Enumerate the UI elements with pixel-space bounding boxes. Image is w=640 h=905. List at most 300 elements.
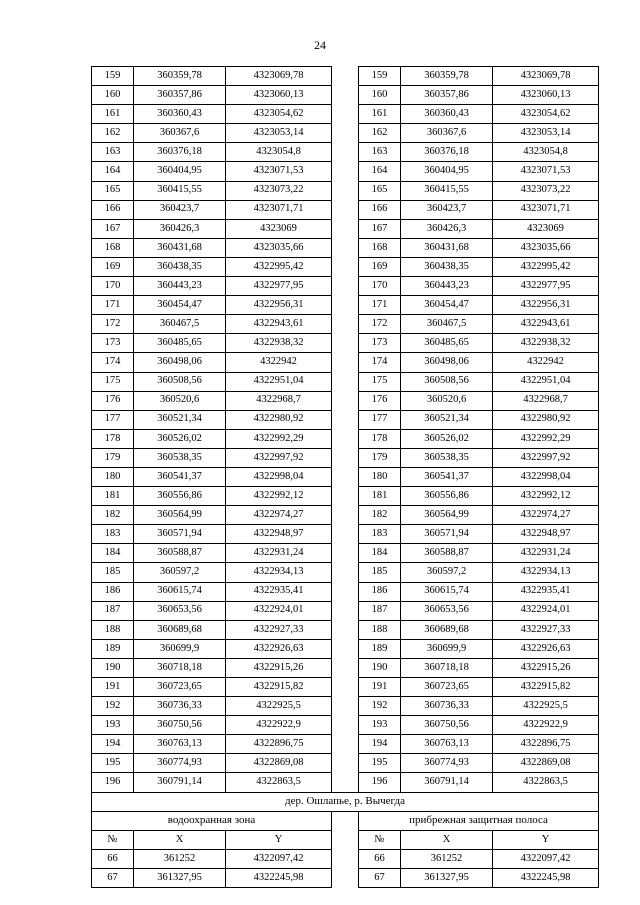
left-number-header: № [92,830,134,849]
right-number-cell: 180 [359,467,401,486]
left-number-cell: 67 [92,868,134,887]
left-y-cell: 4323054,8 [226,143,332,162]
table-gap [332,467,359,486]
table-gap [332,353,359,372]
left-y-cell: 4322931,24 [226,544,332,563]
table-gap [332,200,359,219]
left-y-cell: 4323071,53 [226,162,332,181]
table-row [92,429,599,448]
left-y-header: Y [226,830,332,849]
left-y-cell: 4323060,13 [226,86,332,105]
right-x-cell: 360423,7 [401,200,493,219]
right-number-cell: 67 [359,868,401,887]
table-gap [332,525,359,544]
right-y-cell: 4323060,13 [493,86,599,105]
right-x-cell: 360431,68 [401,238,493,257]
table-gap [332,391,359,410]
right-x-cell: 360571,94 [401,525,493,544]
table-row [92,868,599,887]
right-y-cell: 4322927,33 [493,620,599,639]
left-x-cell: 360699,9 [134,639,226,658]
right-number-cell: 164 [359,162,401,181]
table-gap [332,773,359,792]
right-x-cell: 360508,56 [401,372,493,391]
left-y-cell: 4322942 [226,353,332,372]
right-x-cell: 360689,68 [401,620,493,639]
left-x-cell: 360791,14 [134,773,226,792]
table-gap [332,143,359,162]
left-number-cell: 179 [92,448,134,467]
right-y-cell: 4322992,12 [493,487,599,506]
left-number-cell: 193 [92,716,134,735]
right-x-cell: 360520,6 [401,391,493,410]
table-gap [332,639,359,658]
left-x-cell: 360423,7 [134,200,226,219]
table-row [92,334,599,353]
table-gap [332,257,359,276]
left-y-cell: 4322245,98 [226,868,332,887]
table-gap [332,277,359,296]
right-number-cell: 173 [359,334,401,353]
left-y-cell: 4323035,66 [226,238,332,257]
right-x-cell: 360359,78 [401,67,493,86]
left-y-cell: 4322992,29 [226,429,332,448]
table-gap [332,238,359,257]
right-y-cell: 4323054,62 [493,105,599,124]
table-row [92,735,599,754]
left-x-cell: 360485,65 [134,334,226,353]
table-row [92,697,599,716]
table-row [92,658,599,677]
right-number-cell: 192 [359,697,401,716]
left-number-cell: 182 [92,506,134,525]
main-rows [92,67,599,793]
table-row [92,219,599,238]
right-y-cell: 4322997,92 [493,448,599,467]
right-y-cell: 4322869,08 [493,754,599,773]
right-x-cell: 360556,86 [401,487,493,506]
left-x-cell: 360426,3 [134,219,226,238]
left-x-cell: 360588,87 [134,544,226,563]
left-x-cell: 360556,86 [134,487,226,506]
right-number-cell: 188 [359,620,401,639]
left-x-cell: 360520,6 [134,391,226,410]
left-number-cell: 170 [92,277,134,296]
left-x-cell: 360454,47 [134,296,226,315]
left-x-cell: 360498,06 [134,353,226,372]
table-row [92,773,599,792]
right-number-cell: 182 [359,506,401,525]
place-row [92,792,599,811]
right-number-cell: 177 [359,410,401,429]
right-x-cell: 360443,23 [401,277,493,296]
table-row [92,296,599,315]
left-number-cell: 169 [92,257,134,276]
left-x-cell: 360467,5 [134,315,226,334]
left-number-cell: 192 [92,697,134,716]
right-number-cell: 176 [359,391,401,410]
left-number-cell: 161 [92,105,134,124]
left-number-cell: 171 [92,296,134,315]
table-row [92,754,599,773]
right-x-cell: 360597,2 [401,563,493,582]
right-y-cell: 4323069 [493,219,599,238]
table-gap [332,830,359,849]
table-gap [332,678,359,697]
left-number-cell: 165 [92,181,134,200]
right-y-cell: 4322995,42 [493,257,599,276]
left-number-cell: 188 [92,620,134,639]
table-row [92,277,599,296]
left-number-cell: 186 [92,582,134,601]
left-number-cell: 166 [92,200,134,219]
right-number-cell: 167 [359,219,401,238]
right-number-cell: 189 [359,639,401,658]
table-gap [332,315,359,334]
left-x-cell: 360508,56 [134,372,226,391]
left-y-cell: 4323069 [226,219,332,238]
right-x-cell: 360736,33 [401,697,493,716]
right-y-cell: 4322977,95 [493,277,599,296]
left-y-cell: 4322863,5 [226,773,332,792]
left-number-cell: 187 [92,601,134,620]
left-x-cell: 360541,37 [134,467,226,486]
right-x-cell: 360538,35 [401,448,493,467]
right-y-cell: 4322245,98 [493,868,599,887]
right-x-cell: 360376,18 [401,143,493,162]
right-x-cell: 360718,18 [401,658,493,677]
left-y-cell: 4322927,33 [226,620,332,639]
left-y-cell: 4322943,61 [226,315,332,334]
table-gap [332,735,359,754]
table-row [92,105,599,124]
left-x-cell: 360376,18 [134,143,226,162]
right-y-header: Y [493,830,599,849]
table-row [92,467,599,486]
left-y-cell: 4322915,82 [226,678,332,697]
right-y-cell: 4322935,41 [493,582,599,601]
right-number-cell: 170 [359,277,401,296]
right-x-cell: 361252 [401,849,493,868]
table-row [92,849,599,868]
table-row [92,353,599,372]
right-y-cell: 4323071,71 [493,200,599,219]
left-x-cell: 361252 [134,849,226,868]
right-y-cell: 4322974,27 [493,506,599,525]
left-y-cell: 4322934,13 [226,563,332,582]
right-y-cell: 4322951,04 [493,372,599,391]
left-y-cell: 4322951,04 [226,372,332,391]
left-y-cell: 4323069,78 [226,67,332,86]
right-y-cell: 4323035,66 [493,238,599,257]
right-number-cell: 181 [359,487,401,506]
right-x-cell: 361327,95 [401,868,493,887]
table-row [92,86,599,105]
left-x-cell: 360359,78 [134,67,226,86]
right-y-cell: 4322980,92 [493,410,599,429]
right-y-cell: 4322915,26 [493,658,599,677]
table-gap [332,849,359,868]
left-x-cell: 360521,34 [134,410,226,429]
table-gap [332,620,359,639]
left-x-cell: 360736,33 [134,697,226,716]
right-number-cell: 163 [359,143,401,162]
right-y-cell: 4322998,04 [493,467,599,486]
right-x-cell: 360564,99 [401,506,493,525]
right-x-cell: 360467,5 [401,315,493,334]
right-x-cell: 360615,74 [401,582,493,601]
right-number-cell: 174 [359,353,401,372]
left-y-cell: 4323073,22 [226,181,332,200]
left-x-cell: 360597,2 [134,563,226,582]
right-number-cell: 183 [359,525,401,544]
table-gap [332,487,359,506]
left-x-cell: 360443,23 [134,277,226,296]
left-number-cell: 164 [92,162,134,181]
table-gap [332,601,359,620]
left-y-cell: 4322915,26 [226,658,332,677]
right-number-cell: 196 [359,773,401,792]
table-row [92,410,599,429]
table-gap [332,697,359,716]
left-x-cell: 360571,94 [134,525,226,544]
right-y-cell: 4322924,01 [493,601,599,620]
left-x-cell: 360774,93 [134,754,226,773]
right-x-cell: 360415,55 [401,181,493,200]
right-number-cell: 191 [359,678,401,697]
left-y-cell: 4322869,08 [226,754,332,773]
right-number-cell: 190 [359,658,401,677]
left-x-cell: 360404,95 [134,162,226,181]
right-x-cell: 360521,34 [401,410,493,429]
table-row [92,162,599,181]
left-number-cell: 176 [92,391,134,410]
left-number-cell: 168 [92,238,134,257]
right-number-cell: 185 [359,563,401,582]
right-y-cell: 4322931,24 [493,544,599,563]
right-x-cell: 360426,3 [401,219,493,238]
left-number-cell: 66 [92,849,134,868]
table-row [92,238,599,257]
right-y-cell: 4322097,42 [493,849,599,868]
right-y-cell: 4322915,82 [493,678,599,697]
right-number-cell: 171 [359,296,401,315]
right-y-cell: 4322942 [493,353,599,372]
table-gap [332,429,359,448]
right-number-cell: 172 [359,315,401,334]
table-row [92,678,599,697]
right-number-cell: 178 [359,429,401,448]
right-number-header: № [359,830,401,849]
left-number-cell: 196 [92,773,134,792]
right-zone-title: прибрежная защитная полоса [359,811,599,830]
right-x-cell: 360526,02 [401,429,493,448]
right-number-cell: 194 [359,735,401,754]
table-row [92,200,599,219]
table-gap [332,124,359,143]
right-x-cell: 360454,47 [401,296,493,315]
right-y-cell: 4322934,13 [493,563,599,582]
left-x-cell: 360360,43 [134,105,226,124]
right-y-cell: 4323053,14 [493,124,599,143]
table-row [92,716,599,735]
table-gap [332,544,359,563]
right-number-cell: 187 [359,601,401,620]
right-number-cell: 165 [359,181,401,200]
left-number-cell: 181 [92,487,134,506]
table-gap [332,506,359,525]
left-number-cell: 184 [92,544,134,563]
table-gap [332,716,359,735]
right-number-cell: 168 [359,238,401,257]
left-y-cell: 4322896,75 [226,735,332,754]
table-gap [332,582,359,601]
right-x-cell: 360723,65 [401,678,493,697]
left-number-cell: 175 [92,372,134,391]
right-number-cell: 195 [359,754,401,773]
left-y-cell: 4322974,27 [226,506,332,525]
table-row [92,257,599,276]
right-number-cell: 186 [359,582,401,601]
table-gap [332,181,359,200]
table-row [92,582,599,601]
table-gap [332,67,359,86]
left-x-cell: 360367,6 [134,124,226,143]
right-y-cell: 4322968,7 [493,391,599,410]
left-number-cell: 194 [92,735,134,754]
left-y-cell: 4322992,12 [226,487,332,506]
left-y-cell: 4322925,5 [226,697,332,716]
table-row [92,67,599,86]
left-y-cell: 4322097,42 [226,849,332,868]
right-x-cell: 360357,86 [401,86,493,105]
left-x-cell: 360357,86 [134,86,226,105]
table-row [92,639,599,658]
right-y-cell: 4323054,8 [493,143,599,162]
right-x-cell: 360791,14 [401,773,493,792]
left-y-cell: 4323071,71 [226,200,332,219]
right-x-cell: 360367,6 [401,124,493,143]
zone-row [92,811,599,830]
table-row [92,544,599,563]
table-gap [332,105,359,124]
table-gap [332,658,359,677]
right-number-cell: 159 [359,67,401,86]
right-y-cell: 4322956,31 [493,296,599,315]
left-number-cell: 185 [92,563,134,582]
table-row [92,525,599,544]
right-number-cell: 169 [359,257,401,276]
left-number-cell: 190 [92,658,134,677]
table-gap [332,86,359,105]
left-y-cell: 4322926,63 [226,639,332,658]
table-gap [332,162,359,181]
table-gap [332,868,359,887]
right-x-cell: 360653,56 [401,601,493,620]
left-x-cell: 360415,55 [134,181,226,200]
right-x-cell: 360498,06 [401,353,493,372]
table-row [92,124,599,143]
left-x-cell: 360431,68 [134,238,226,257]
right-x-cell: 360485,65 [401,334,493,353]
right-y-cell: 4322992,29 [493,429,599,448]
left-number-cell: 173 [92,334,134,353]
right-y-cell: 4322926,63 [493,639,599,658]
table-gap [332,410,359,429]
left-number-cell: 167 [92,219,134,238]
right-x-cell: 360774,93 [401,754,493,773]
left-x-cell: 360689,68 [134,620,226,639]
right-x-cell: 360588,87 [401,544,493,563]
left-number-cell: 162 [92,124,134,143]
left-x-header: X [134,830,226,849]
left-y-cell: 4323054,62 [226,105,332,124]
left-number-cell: 178 [92,429,134,448]
left-y-cell: 4322977,95 [226,277,332,296]
left-x-cell: 361327,95 [134,868,226,887]
left-y-cell: 4322956,31 [226,296,332,315]
left-x-cell: 360750,56 [134,716,226,735]
right-number-cell: 160 [359,86,401,105]
table-row [92,620,599,639]
table-row [92,143,599,162]
left-number-cell: 189 [92,639,134,658]
right-number-cell: 162 [359,124,401,143]
table-row [92,601,599,620]
section-rows [92,792,599,849]
left-y-cell: 4322948,97 [226,525,332,544]
left-x-cell: 360526,02 [134,429,226,448]
right-y-cell: 4323073,22 [493,181,599,200]
right-y-cell: 4322943,61 [493,315,599,334]
left-x-cell: 360615,74 [134,582,226,601]
left-y-cell: 4322968,7 [226,391,332,410]
right-x-header: X [401,830,493,849]
right-y-cell: 4322863,5 [493,773,599,792]
left-x-cell: 360564,99 [134,506,226,525]
table-gap [332,448,359,467]
table-row [92,181,599,200]
table-gap [332,219,359,238]
left-number-cell: 195 [92,754,134,773]
right-number-cell: 193 [359,716,401,735]
table-row [92,487,599,506]
left-y-cell: 4322935,41 [226,582,332,601]
coordinates-table [91,66,599,888]
table-row [92,563,599,582]
right-y-cell: 4322896,75 [493,735,599,754]
right-y-cell: 4323071,53 [493,162,599,181]
table-gap [332,334,359,353]
right-y-cell: 4322922,9 [493,716,599,735]
table-gap [332,563,359,582]
left-x-cell: 360438,35 [134,257,226,276]
left-number-cell: 174 [92,353,134,372]
left-number-cell: 180 [92,467,134,486]
left-y-cell: 4322922,9 [226,716,332,735]
left-number-cell: 183 [92,525,134,544]
table-row [92,506,599,525]
right-y-cell: 4322938,32 [493,334,599,353]
left-number-cell: 172 [92,315,134,334]
right-x-cell: 360763,13 [401,735,493,754]
right-x-cell: 360404,95 [401,162,493,181]
right-number-cell: 175 [359,372,401,391]
left-number-cell: 177 [92,410,134,429]
left-x-cell: 360653,56 [134,601,226,620]
right-y-cell: 4322925,5 [493,697,599,716]
place-title: дер. Ошлапье, р. Вычегда [92,792,599,811]
